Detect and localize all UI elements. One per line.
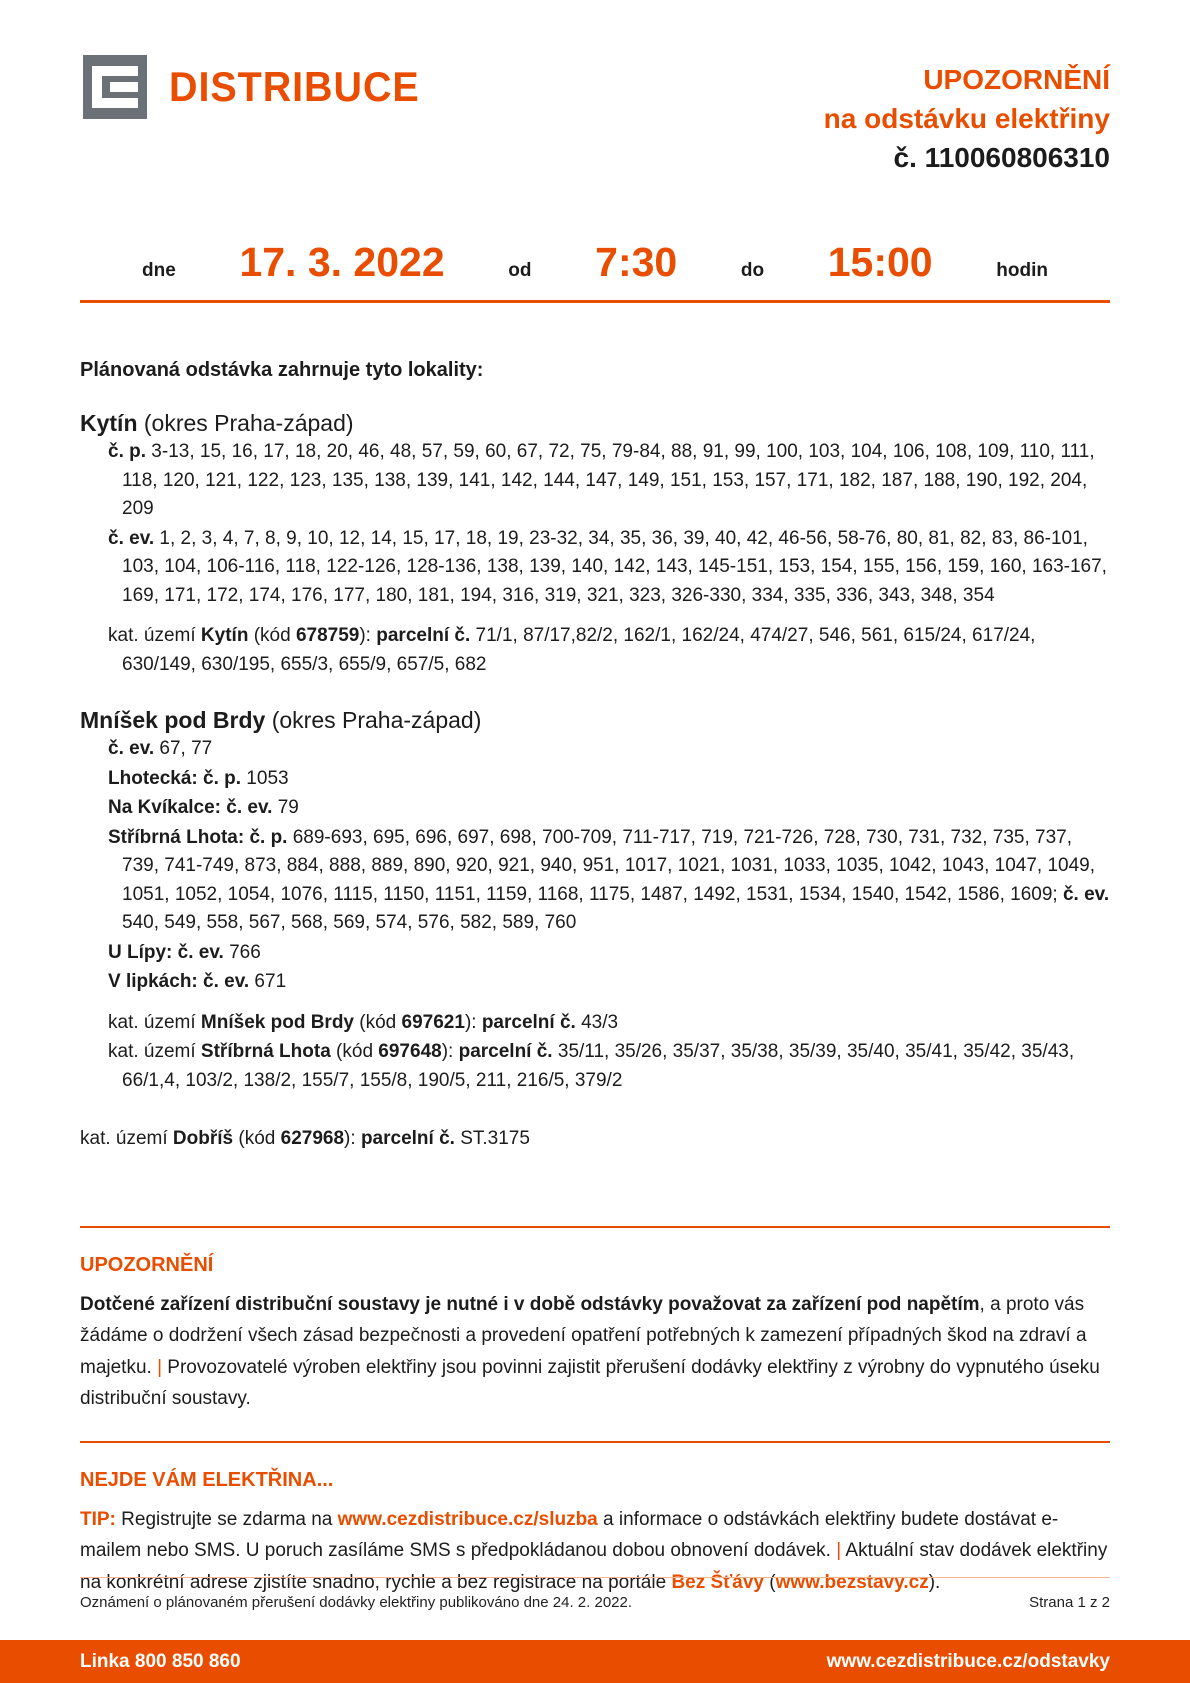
text-segment: Mníšek pod Brdy xyxy=(200,1011,354,1033)
text-segment: (okres Praha-západ) xyxy=(137,410,354,436)
locality-heading-mnisek xyxy=(80,707,1110,734)
text-segment: (kód xyxy=(248,625,296,646)
text-segment: TIP: xyxy=(80,1508,116,1530)
text-segment: parcelní č. xyxy=(376,625,471,646)
text-segment: kat. území xyxy=(108,625,201,646)
text-segment: 678759 xyxy=(295,625,360,646)
publication-note: Oznámení o plánovaném přerušení dodávky elektřiny publikováno dne 24. 2. 2022. xyxy=(80,1594,633,1611)
footer-bar xyxy=(0,1640,1190,1683)
text-segment: (kód xyxy=(233,1128,281,1149)
text-segment: Na Kvíkalce: č. ev. xyxy=(108,797,273,818)
text-segment: a informace o odstávkách elektřiny budete dostávat e-mailem nebo SMS. U poruch zasíláme SMS s předpokládanou dobou obnovení dodávek. xyxy=(80,1508,1059,1561)
text-segment: č. ev. xyxy=(108,738,155,759)
locality-section-mnisek xyxy=(80,707,1110,1095)
text-segment: U Lípy: č. ev. xyxy=(108,941,224,963)
text-segment: ): xyxy=(359,625,377,646)
text-segment: 627968 xyxy=(280,1128,345,1149)
text-segment: Dotčené zařízení distribuční soustavy je nutné i v době odstávky považovat za zařízení pod napětím xyxy=(80,1293,980,1315)
text-segment: 35/11, 35/26, 35/37, 35/38, 35/39, 35/40, 35/41, 35/42, 35/43, 66/1,4, 103/2, 138/2, 155/7, 155/8, 190/5, 211, 216/5, 379/2 xyxy=(122,1041,1075,1091)
intro-heading: Plánovaná odstávka zahrnuje tyto lokality: xyxy=(80,359,484,381)
text-segment: (kód xyxy=(354,1011,402,1033)
text-segment: Kytín xyxy=(80,410,138,436)
text-segment: Stříbrná Lhota xyxy=(200,1041,331,1062)
text-segment: parcelní č. xyxy=(481,1011,576,1033)
divider-tip xyxy=(80,1441,1110,1443)
text-segment: Stříbrná Lhota: č. p. xyxy=(108,826,288,848)
text-segment: Registrujte se zdarma na xyxy=(115,1508,338,1530)
dne-label: dne xyxy=(142,260,176,281)
house-numbers-cev xyxy=(80,525,1110,611)
notice-number: č. 110060806310 xyxy=(893,142,1110,173)
text-segment: kat. území xyxy=(80,1128,173,1149)
text-segment: Mníšek pod Brdy xyxy=(80,707,266,733)
text-segment: (kód xyxy=(330,1041,379,1062)
footer-note-row xyxy=(80,1577,1110,1611)
text-segment: parcelní č. xyxy=(360,1128,455,1149)
text-segment: 67, 77 xyxy=(154,738,213,759)
link-bez-stavy[interactable]: Bez Šťávy xyxy=(671,1571,764,1593)
text-segment: ): xyxy=(441,1041,459,1062)
text-segment: Provozovatelé výroben elektřiny jsou povinni zajistit přerušení dodávky elektřiny z výrobny do vypnutého úseku distribuční soustavy. xyxy=(80,1356,1100,1409)
text-segment: 697621 xyxy=(401,1011,465,1033)
footer-phone: Linka 800 850 860 xyxy=(80,1650,241,1672)
text-segment: ): xyxy=(344,1128,361,1149)
text-segment: Kytín xyxy=(200,625,249,646)
notice-title-line1: UPOZORNĚNÍ xyxy=(923,64,1110,95)
street-na-kvikalce xyxy=(80,794,1110,823)
text-segment: 671 xyxy=(249,971,287,992)
street-v-lipkach xyxy=(80,968,1110,997)
notice-title-block xyxy=(824,55,1110,177)
street-u-lipy xyxy=(80,939,1110,968)
text-segment: | xyxy=(836,1540,842,1561)
mnisek-cev xyxy=(80,735,1110,764)
text-segment: (okres Praha-západ) xyxy=(265,707,482,733)
hodin-label: hodin xyxy=(996,260,1048,281)
do-label: do xyxy=(740,260,765,281)
street-lhotecka xyxy=(80,765,1110,794)
notice-title-line2: na odstávku elektřiny xyxy=(823,103,1110,134)
text-segment: V lipkách: č. ev. xyxy=(108,971,250,992)
text-segment: | xyxy=(157,1356,163,1378)
text-segment: 689-693, 695, 696, 697, 698, 700-709, 711-717, 719, 721-726, 728, 730, 731, 732, 735, 737, 739, 741-749, 873, 884, 888, 889, 890, 920, 921, 940, 951, 1017, 1021, 1031, 1033, 1035, 1042, 1043, 1047, 1049, 1051, 1052, 1054, 1076, 1115, 1150, 1151, 1159, 1168, 1175, 1487, 1492, 1531, 1534, 1540, 1542, 1586, 1609; xyxy=(122,826,1096,905)
locality-section-kytin xyxy=(80,410,1110,679)
text-segment: č. ev. xyxy=(1062,883,1110,905)
text-segment: 43/3 xyxy=(575,1011,619,1033)
time-from: 7:30 xyxy=(595,239,678,285)
text-segment: Lhotecká: č. p. xyxy=(108,767,242,789)
page-number: Strana 1 z 2 xyxy=(1029,1594,1110,1611)
street-stribrna-lhota xyxy=(80,824,1110,938)
text-segment: 1, 2, 3, 4, 7, 8, 9, 10, 12, 14, 15, 17, 18, 19, 23-32, 34, 35, 36, 39, 40, 42, 46-56, 58-76, 80, 81, 82, 83, 86-101, 103, 104, 106-116, 118, 122-126, 128-136, 138, 139, 140, 142, 143, 145-151, 153, 154, 155, 156, 159, 160, 163-167, 169, 171, 172, 174, 176, 177, 180, 181, 194, 316, 319, 321, 323, 326-330, 334, 335, 336, 343, 348, 354 xyxy=(122,527,1107,606)
divider-warning xyxy=(80,1226,1110,1228)
cadastral-area-stribrna-lhota xyxy=(80,1038,1110,1095)
text-segment: 540, 549, 558, 567, 568, 569, 574, 576, 582, 589, 760 xyxy=(122,912,577,933)
text-segment: , a proto vás žádáme o dodržení všech zásad bezpečnosti a provedení opatření potřebných k zamezení případných škod na zdraví a majetku. xyxy=(80,1293,1087,1378)
warning-body xyxy=(80,1289,1110,1415)
cadastral-area-dobris xyxy=(80,1125,1110,1154)
text-segment: ). xyxy=(928,1571,941,1593)
text-segment: Aktuální stav dodávek elektřiny na konkrétní adrese zjistíte snadno, rychle a bez registrace na portále xyxy=(80,1540,1108,1593)
cez-logo-icon xyxy=(83,55,147,119)
cadastral-area-mnisek xyxy=(80,1009,1110,1038)
text-segment: ( xyxy=(764,1571,776,1593)
text-segment: 71/1, 87/17,82/2, 162/1, 162/24, 474/27, 546, 561, 615/24, 617/24, 630/149, 630/195, 655/3, 655/9, 657/5, 682 xyxy=(122,625,1036,675)
time-to: 15:00 xyxy=(827,239,933,285)
text-segment: 79 xyxy=(272,797,299,818)
outage-date: 17. 3. 2022 xyxy=(239,239,445,285)
text-segment: parcelní č. xyxy=(458,1041,553,1062)
text-segment: 3-13, 15, 16, 17, 18, 20, 46, 48, 57, 59, 60, 67, 72, 75, 79-84, 88, 91, 99, 100, 103, 104, 106, 108, 109, 110, 111, 118, 120, 121, 122, 123, 135, 138, 139, 141, 142, 144, 147, 149, 151, 153, 157, 171, 182, 187, 188, 190, 192, 204, 209 xyxy=(122,441,1095,519)
link-cezdistribuce-sluzba[interactable]: www.cezdistribuce.cz/sluzba xyxy=(337,1508,598,1530)
header xyxy=(0,0,1190,177)
text-segment: č. ev. xyxy=(108,527,155,549)
tip-title: NEJDE VÁM ELEKTŘINA... xyxy=(80,1468,334,1491)
text-segment: č. p. xyxy=(108,441,147,462)
text-segment: 766 xyxy=(223,941,261,963)
footer-url[interactable]: www.cezdistribuce.cz/odstavky xyxy=(826,1650,1110,1672)
od-label: od xyxy=(508,260,532,281)
text-segment: Dobříš xyxy=(172,1128,234,1149)
text-segment: 697648 xyxy=(378,1041,442,1062)
warning-title: UPOZORNĚNÍ xyxy=(80,1253,214,1276)
link-bezstavy-cz[interactable]: www.bezstavy.cz xyxy=(775,1571,929,1593)
house-numbers-cp xyxy=(80,438,1110,524)
text-segment: ): xyxy=(464,1011,482,1033)
cadastral-area-kytin xyxy=(80,622,1110,679)
main-content xyxy=(0,359,1190,1598)
brand xyxy=(83,55,436,119)
text-segment: kat. území xyxy=(108,1041,201,1062)
brand-name: DISTRIBUCE xyxy=(169,63,420,110)
text-segment: ST.3175 xyxy=(454,1128,530,1149)
locality-heading-kytin xyxy=(80,410,1110,437)
schedule-row xyxy=(80,239,1110,303)
text-segment: kat. území xyxy=(108,1011,201,1033)
text-segment: 1053 xyxy=(241,767,289,789)
